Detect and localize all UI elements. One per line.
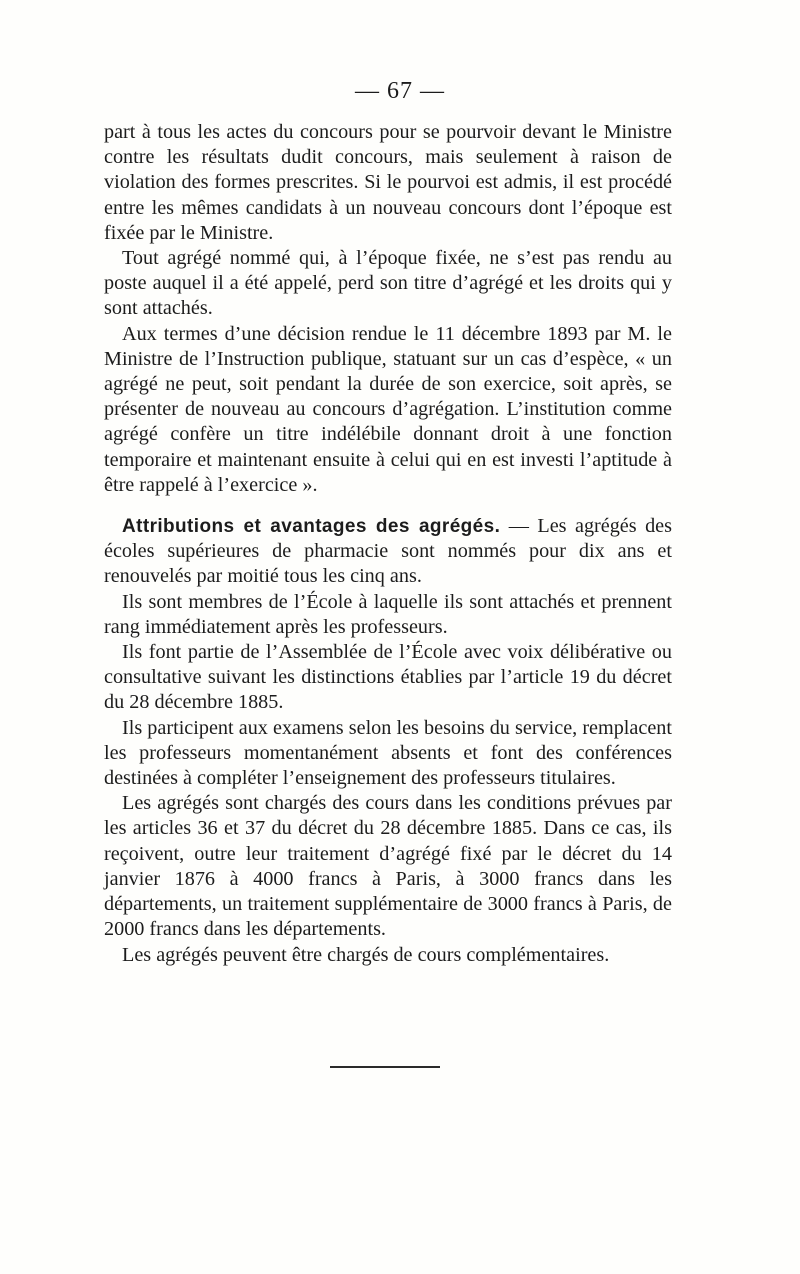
- paragraph: Ils font partie de l’Assemblée de l’École avec voix délibérative ou consultative suivant les distinctions établies par l’article 19 du décret du 28 décembre 1885.: [104, 641, 672, 714]
- section-lead-text: — Les agrégés des écoles supérieures de pharmacie sont nommés pour dix ans et renouvelés par moitié tous les cinq ans.: [104, 515, 672, 588]
- page-number: — 67 —: [355, 78, 445, 104]
- paragraph: Les agrégés sont chargés des cours dans les conditions prévues par les articles 36 et 37 du décret du 28 décembre 1885. Dans ce cas, ils reçoivent, outre leur traitement d’agrégé fixé par le décret du 14 janvier 1876 à 4000 francs à Paris, à 3000 francs dans les départements, un traitement supplémentaire de 3000 francs à Paris, de 2000 francs dans les départements.: [104, 792, 672, 941]
- paragraph: Ils participent aux examens selon les besoins du service, remplacent les professeurs momentanément absents et font des conférences destinées à compléter l’enseignement des professeurs titulaires.: [104, 716, 672, 790]
- end-rule: [330, 1066, 440, 1068]
- section-lead-paragraph: [104, 514, 672, 590]
- paragraph: part à tous les actes du concours pour se pourvoir devant le Ministre contre les résultats dudit concours, mais seulement à raison de violation des formes prescrites. Si le pourvoi est admis, il est procédé entre les mêmes candidats à un nouveau concours dont l’époque est fixée par le Ministre.: [104, 121, 672, 244]
- page-body: [104, 120, 672, 968]
- paragraph: Les agrégés peuvent être chargés de cours complémentaires.: [122, 943, 610, 966]
- paragraph: Tout agrégé nommé qui, à l’époque fixée, ne s’est pas rendu au poste auquel il a été appelé, perd son titre d’agrégé et les droits qui y sont attachés.: [104, 247, 672, 320]
- paragraph: Aux termes d’une décision rendue le 11 décembre 1893 par M. le Ministre de l’Instruction publique, statuant sur un cas d’espèce, « un agrégé ne peut, soit pendant la durée de son exercice, soit après, se présenter de nouveau au concours d’agrégation. L’institution comme agrégé confère un titre indélébile donnant droit à une fonction temporaire et maintenant ensuite à celui qui en est investi l’aptitude à être rappelé à l’exercice ».: [104, 322, 672, 496]
- section-heading: Attributions et avantages des agrégés.: [122, 516, 501, 538]
- paragraph: Ils sont membres de l’École à laquelle ils sont attachés et prennent rang immédiatement après les professeurs.: [104, 590, 672, 638]
